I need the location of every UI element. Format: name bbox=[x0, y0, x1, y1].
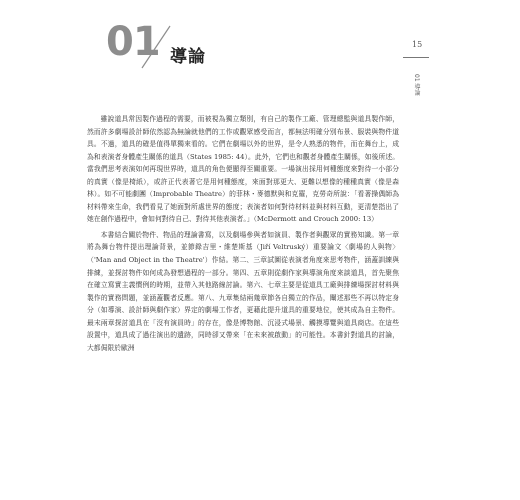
paragraph-1: 雖說道具常因製作過程的需要，而被視為獨立類別，有自己的製作工廠、管理總監與道具製作師，然而許多劇場設計師依然認為無論就他們的工作或觀眾感受而言，都無法明確分別布景、服裝與物件道具。不過，道具的確是值得單獨來看的。它們在劇場以外的世界，是令人熟悉的物件，而在舞台上，成為和表演者身體產生關係的道具（States 1985: 44）。此外，它們也和觀者身體產生關係，如後所述。當我們思考表演如何再現世界時，道具的角色便顯得至關重要。一場演出採用何種態度來對待一小部分的真實（像是椅紙），或許正代表著它是用何種態度，來面對那更大、更難以想像的種種真實（像是森林）。如不可能劇團（Improbable Theatre）的菲林・麥德默與和克羅，克勞奇所說：「看著操偶師為材料帶來生命，我們看見了她面對所處世界的態度；表演者如何對待材料並與材料互動，更清楚指出了她在創作過程中，會如何對待自己、對待其他表演者。」（McDermott and Crouch 2000: 13） bbox=[87, 115, 399, 224]
chapter-number: 01 bbox=[106, 19, 160, 65]
running-header-rule bbox=[403, 57, 429, 58]
chapter-title: 導論 bbox=[170, 47, 206, 67]
running-chapter-label: 01 導論 bbox=[413, 74, 420, 96]
paragraph-2: 本書結合關於物件、物品的理論書寫，以及劇場參與者如演員、製作者與觀眾的實務知識。第一章將為舞台物件提出理論背景，並節錄吉里・維楚斯基（Jiří Veltruský）重要論文〈劇場的人與物〉（'Man and Object in the Theatre'）作結。第二、三章試圖從表演者角度來思考物件，涵蓋訓練與排練，並探討物件如何成為發想過程的一部分。第四、五章則從劇作家與導演角度來談道具，首先聚焦在確立寫實主義慣例的時期，並帶入其他路線討論。第六、七章主要是從道具工廠與排練場探討材料與製作的實務問題，並涵蓋觀者反應。第八、九章集結兩幾章節各自獨立的作品，闡述那些不再以特定身分（如導演、設計師與劇作家）界定的劇場工作者，更藉此提升道具的重要地位，使其成為自主物件。最末兩章探討道具在「沒有演員時」的存在，像是博物館、沉浸式場景、觸摸導覽與道具商店。在這些設置中，道具成了過往演出的遺跡，同時卻又帶來「在未來被啟動」的可能性。本書針對道具的討論，大都侷限於歐洲 bbox=[87, 230, 399, 352]
body-text bbox=[87, 113, 399, 354]
page-number: 15 bbox=[412, 40, 423, 49]
